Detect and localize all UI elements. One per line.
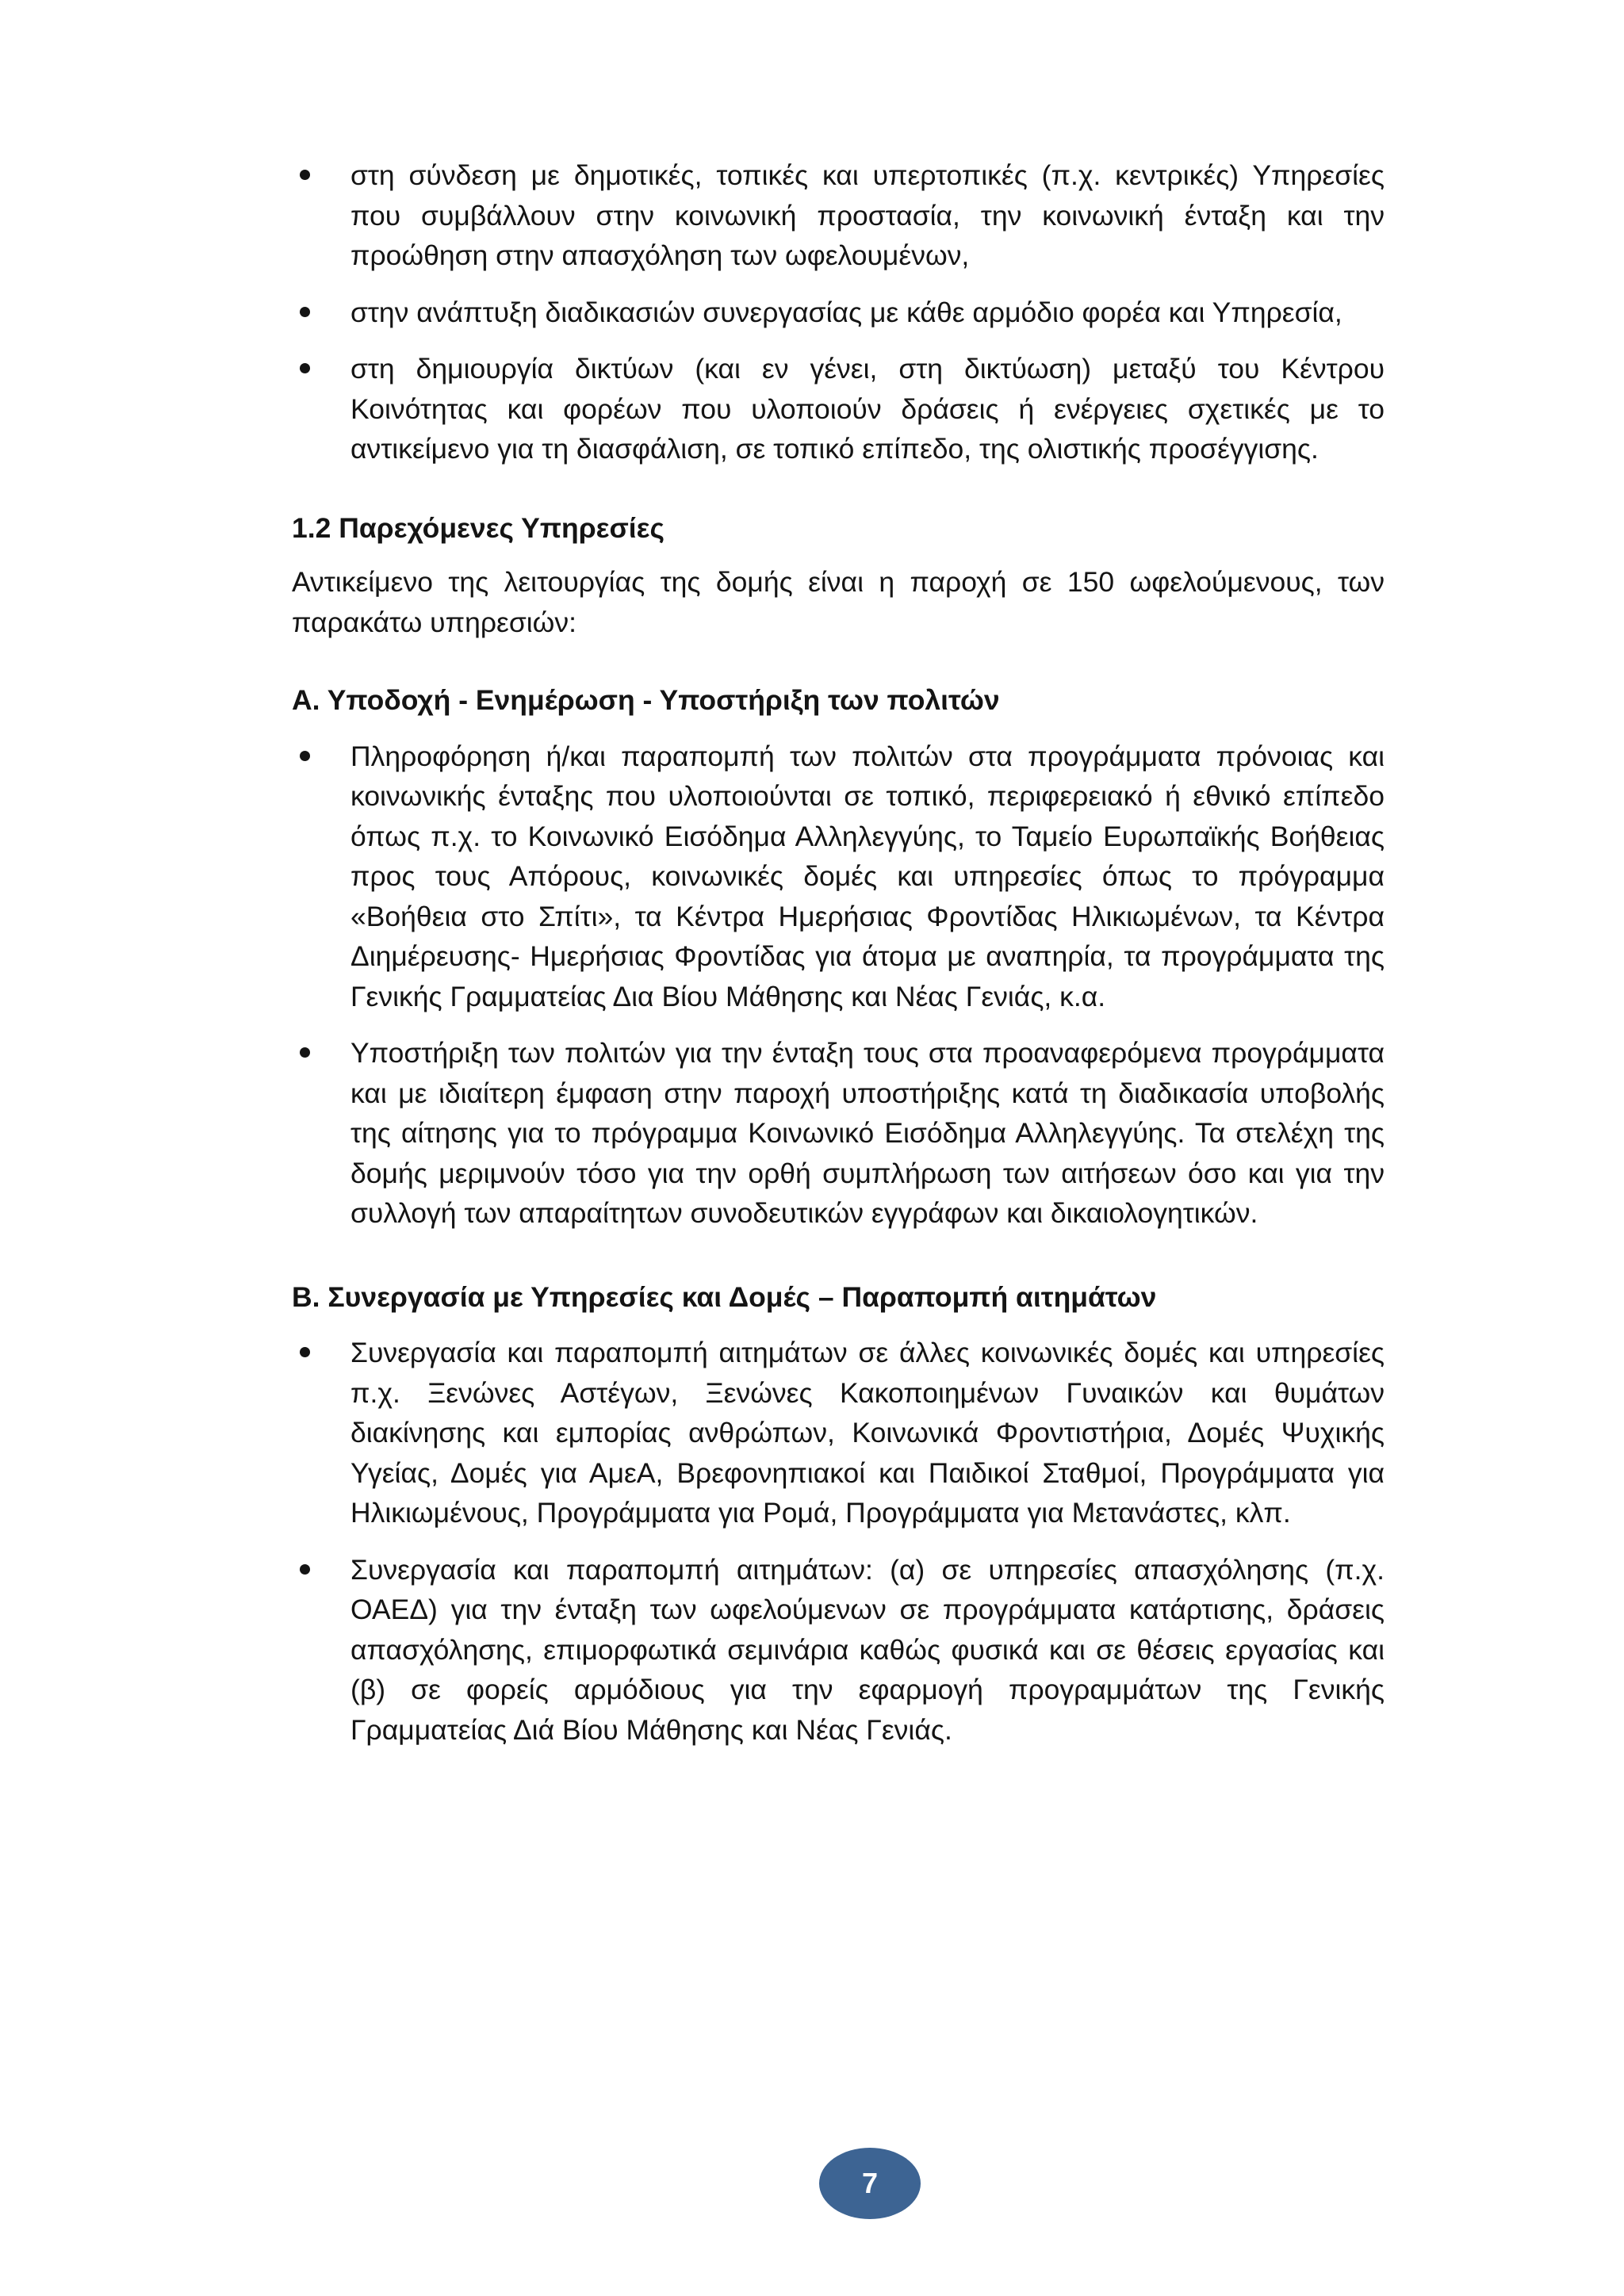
list-item-text: Πληροφόρηση ή/και παραπομπή των πολιτών στα προγράμματα πρόνοιας και κοινωνικής ένταξης που υλοποιούνται σε τοπικό, περιφερειακό ή εθνικό επίπεδο όπως π.χ. το Κοινωνικό Εισόδημα Αλληλεγγύης, το Ταμείο Ευρωπαϊκής Βοήθειας προς τους Απόρους, κοινωνικές δομές και υπηρεσίες όπως το πρόγραμμα «Βοήθεια στο Σπίτι», τα Κέντρα Ημερήσιας Φροντίδας Ηλικιωμένων, τα Κέντρα Διημέρευσης- Ημερήσιας Φροντίδας για άτομα με αναπηρία, τα προγράμματα της Γενικής Γραμματείας Δια Βίου Μάθησης και Νέας Γενιάς, κ.α. [350, 740, 1385, 1012]
list-item [292, 737, 1385, 1017]
bullet-icon [300, 170, 310, 180]
list-item [292, 349, 1385, 469]
list-item [292, 155, 1385, 276]
list-item [292, 1333, 1385, 1533]
list-item [292, 1550, 1385, 1751]
page-number-badge [819, 2148, 921, 2219]
list-item [292, 293, 1385, 333]
list-item-text: στη δημιουργία δικτύων (και εν γένει, στη δικτύωση) μεταξύ του Κέντρου Κοινότητας και φορέων που υλοποιούν δράσεις ή ενέργειες σχετικές με το αντικείμενο για τη διασφάλιση, σε τοπικό επίπεδο, της ολιστικής προσέγγισης. [350, 353, 1385, 465]
list-item-text: Συνεργασία και παραπομπή αιτημάτων σε άλλες κοινωνικές δομές και υπηρεσίες π.χ. Ξενώνες Αστέγων, Ξενώνες Κακοποιημένων Γυναικών και θυμάτων διακίνησης και εμπορίας ανθρώπων, Κοινωνικά Φροντιστήρια, Δομές Ψυχικής Υγείας, Δομές για ΑμεΑ, Βρεφονηπιακοί και Παιδικοί Σταθμοί, Προγράμματα για Ηλικιωμένους, Προγράμματα για Ρομά, Προγράμματα για Μετανάστες, κλπ. [350, 1337, 1385, 1529]
section-1-2-intro: Αντικείμενο της λειτουργίας της δομής είναι η παροχή σε 150 ωφελούμενους, των παρακάτω υπηρεσιών: [292, 566, 1385, 638]
section-a-bullet-list [292, 737, 1385, 1234]
section-b-heading: Β. Συνεργασία με Υπηρεσίες και Δομές – Παραπομπή αιτημάτων [292, 1280, 1157, 1313]
page-content [292, 155, 1385, 1766]
bullet-icon [300, 1047, 310, 1058]
bullet-icon [300, 751, 310, 761]
bullet-icon [300, 1564, 310, 1575]
section-1-2-heading: 1.2 Παρεχόμενες Υπηρεσίες [292, 511, 665, 544]
page-number: 7 [861, 2167, 879, 2199]
section-a-heading: Α. Υποδοχή - Ενημέρωση - Υποστήριξη των πολιτών [292, 684, 1000, 716]
list-item [292, 1033, 1385, 1234]
bullet-icon [300, 363, 310, 373]
list-item-text: Υποστήριξη των πολιτών για την ένταξη τους στα προαναφερόμενα προγράμματα και με ιδιαίτερη έμφαση στην παροχή υποστήριξης κατά τη διαδικασία υποβολής της αίτησης για το πρόγραμμα Κοινωνικό Εισόδημα Αλληλεγγύης. Τα στελέχη της δομής μεριμνούν τόσο για την ορθή συμπλήρωση των αιτήσεων όσο και για την συλλογή των απαραίτητων συνοδευτικών εγγράφων και δικαιολογητικών. [350, 1037, 1385, 1229]
list-item-text: Συνεργασία και παραπομπή αιτημάτων: (α) σε υπηρεσίες απασχόλησης (π.χ. ΟΑΕΔ) για την ένταξη των ωφελούμενων σε προγράμματα κατάρτισης, δράσεις απασχόλησης, επιμορφωτικά σεμινάρια καθώς φυσικά και σε θέσεις εργασίας και (β) σε φορείς αρμόδιους για την εφαρμογή προγραμμάτων της Γενικής Γραμματείας Διά Βίου Μάθησης και Νέας Γενιάς. [350, 1553, 1385, 1746]
intro-bullet-list [292, 155, 1385, 469]
section-b-bullet-list [292, 1333, 1385, 1750]
bullet-icon [300, 307, 310, 317]
list-item-text: στην ανάπτυξη διαδικασιών συνεργασίας με κάθε αρμόδιο φορέα και Υπηρεσία, [350, 296, 1342, 328]
bullet-icon [300, 1347, 310, 1357]
list-item-text: στη σύνδεση με δημοτικές, τοπικές και υπερτοπικές (π.χ. κεντρικές) Υπηρεσίες που συμβάλλουν στην κοινωνική προστασία, την κοινωνική ένταξη και την προώθηση στην απασχόληση των ωφελουμένων, [350, 159, 1385, 271]
